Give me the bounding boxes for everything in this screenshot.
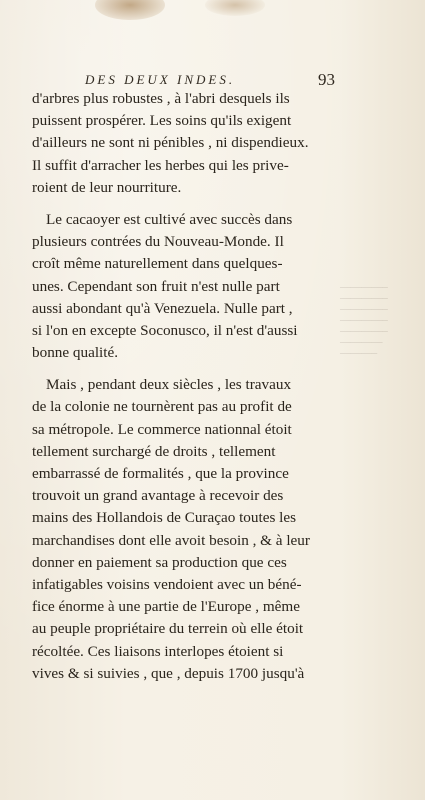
text-line: trouvoit un grand avantage à recevoir des (32, 487, 284, 505)
paragraph (32, 374, 352, 685)
text-line: marchandises dont elle avoit besoin , & à leur (32, 531, 310, 549)
text-line: embarrassé de formalités , que la province (32, 465, 289, 482)
paper-stain (205, 0, 265, 16)
text-line: unes. Cependant son fruit n'est nulle part (32, 277, 280, 295)
text-line: Mais , pendant deux siècles , les travaux (46, 376, 292, 394)
text-line: roient de leur nourriture. (32, 178, 182, 196)
text-line: fice énorme à une partie de l'Europe , même (32, 598, 300, 616)
text-line: de la colonie ne tournèrent pas au profit de (32, 398, 292, 416)
text-line: aussi abondant qu'à Venezuela. Nulle part , (32, 299, 293, 317)
paragraph (32, 88, 352, 199)
text-line: mains des Hollandois de Curaçao toutes les (32, 509, 297, 527)
text-line: sa métropole. Le commerce nationnal étoit (32, 420, 292, 438)
text-line: infatigables voisins vendoient avec un béné- (32, 575, 302, 593)
running-header: DES DEUX INDES. (85, 72, 236, 87)
text-line: récoltée. Ces liaisons interlopes étoient si (32, 642, 284, 660)
paper-stain (95, 0, 165, 20)
text-line: donner en paiement sa production que ces (32, 553, 287, 571)
text-line: croît même naturellement dans quelques- (32, 255, 283, 273)
body-text (32, 88, 352, 685)
text-line: puissent prospérer. Les soins qu'ils exigent (32, 112, 292, 130)
text-line: d'ailleurs ne sont ni pénibles , ni dispendieux. (32, 134, 309, 152)
text-line: si l'on en excepte Soconusco, il n'est d'aussi (32, 321, 298, 339)
paragraph (32, 209, 352, 364)
text-line: tellement surchargé de droits , tellement (32, 442, 276, 460)
text-line: vives & si suivies , que , depuis 1700 jusqu'à (32, 664, 305, 682)
text-line: d'arbres plus robustes , à l'abri desquels ils (32, 90, 290, 107)
page-number: 93 (318, 70, 335, 89)
text-line: au peuple propriétaire du terrein où elle étoit (32, 620, 304, 638)
show-through-text: ───────── ───────── ───────── ───────── ───────── ──────── ─────── (340, 283, 388, 358)
text-line: Le cacaoyer est cultivé avec succès dans (46, 210, 293, 228)
text-line: bonne qualité. (32, 344, 119, 362)
text-line: plusieurs contrées du Nouveau-Monde. Il (32, 233, 284, 251)
text-line: Il suffit d'arracher les herbes qui les prive- (32, 156, 289, 174)
